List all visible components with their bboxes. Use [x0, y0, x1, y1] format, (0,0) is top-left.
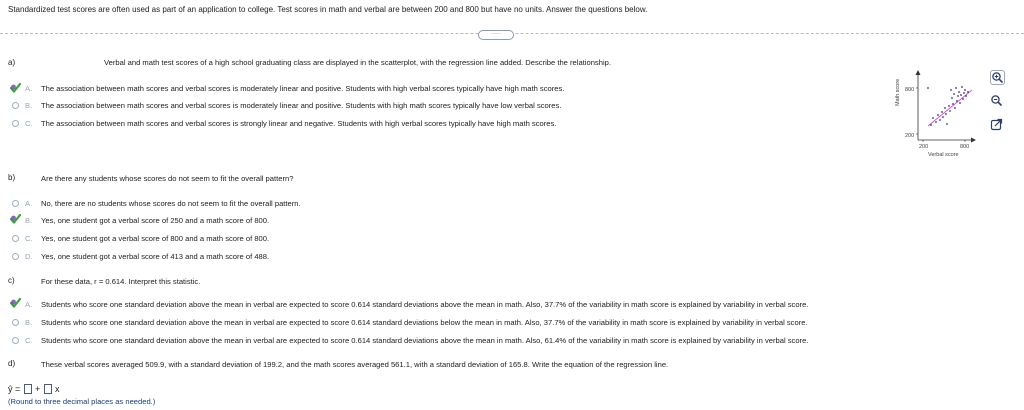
y-tick-800: 800: [905, 87, 915, 93]
part-c-question: For these data, r = 0.614. Interpret this statistic.: [41, 277, 201, 286]
part-a-option-a-checkmark-icon[interactable]: [10, 83, 21, 93]
point: [945, 113, 947, 115]
point: [948, 105, 950, 107]
part-a-option-b-radio[interactable]: [12, 102, 19, 109]
part-b-option-a-letter: A.: [25, 199, 33, 208]
more-button[interactable]: ·····: [478, 30, 514, 40]
point: [927, 87, 929, 89]
part-b-option-a-text[interactable]: No, there are no students whose scores do not seem to fit the overall pattern.: [41, 199, 301, 208]
part-b-option-a-radio[interactable]: [12, 200, 19, 207]
part-b-label: b): [8, 173, 16, 182]
point: [957, 95, 959, 97]
part-b-question: Are there any students whose scores do not seem to fit the overall pattern?: [41, 174, 294, 183]
point: [962, 98, 964, 100]
part-c-option-a-letter: A.: [25, 300, 33, 309]
part-c-option-c-radio[interactable]: [12, 337, 19, 344]
part-a-option-c-letter: C.: [25, 119, 33, 128]
popout-button[interactable]: [990, 118, 1005, 133]
point: [955, 87, 957, 89]
part-b-option-c-radio[interactable]: [12, 235, 19, 242]
part-c-option-b-radio[interactable]: [12, 319, 19, 326]
part-b-option-d-letter: D.: [25, 252, 33, 261]
zoom-out-button[interactable]: [990, 94, 1005, 109]
point: [932, 117, 934, 119]
intercept-input[interactable]: [24, 384, 32, 394]
point: [965, 95, 967, 97]
point: [939, 119, 941, 121]
part-c-option-a-text[interactable]: Students who score one standard deviation above the mean in verbal are expected to score 0.614 standard deviations above the mean in math. Also, 37.7% of the variability in math score is explained by variability in verbal score.: [41, 300, 809, 309]
zoom-in-icon: [991, 71, 1004, 84]
zoom-in-button[interactable]: [990, 70, 1005, 85]
scatter-points: [927, 86, 969, 126]
equation-plus: +: [35, 384, 41, 394]
equation-equals: =: [15, 384, 21, 394]
x-tick-800: 800: [960, 144, 970, 150]
part-c-option-a-checkmark-icon[interactable]: [10, 298, 21, 308]
y-axis-arrow: [916, 70, 921, 75]
x-axis-arrow: [971, 138, 976, 143]
point: [949, 110, 951, 112]
part-a-question: Verbal and math test scores of a high school graduating class are displayed in the scatterplot, with the regression line added. Describe the relationship.: [104, 58, 611, 67]
part-a-option-b-text[interactable]: The association between math scores and verbal scores is moderately linear and positive. Students with high math scores typically have low verbal scores.: [41, 101, 562, 110]
point: [937, 114, 939, 116]
problem-intro: Standardized test scores are often used as part of an application to college. Test scores in math and verbal are between 200 and 800 but have no units. Answer the questions below.: [8, 5, 648, 14]
point: [961, 86, 963, 88]
x-tick-200: 200: [919, 144, 929, 150]
part-a-option-a-letter: A.: [25, 84, 33, 93]
zoom-out-icon: [990, 94, 1003, 107]
part-c-label: c): [8, 276, 15, 285]
point: [959, 102, 961, 104]
point: [960, 94, 962, 96]
part-b-option-b-letter: B.: [25, 216, 33, 225]
x-axis-label: Verbal score: [928, 152, 959, 158]
point: [958, 91, 960, 93]
part-c-option-c-text[interactable]: Students who score one standard deviation above the mean in verbal are expected to score 0.614 standard deviations above the mean in math. Also, 61.4% of the variability in math score is explained by variability in verbal score.: [41, 336, 809, 345]
point: [950, 89, 952, 91]
y-axis-label: Math score: [895, 78, 901, 106]
part-c-option-b-text[interactable]: Students who score one standard deviation above the mean in verbal are expected to score 0.614 standard deviations below the mean in math. Also, 37.7% of the variability in math score is explained by variability in verbal score.: [41, 318, 808, 327]
part-a-option-a-text[interactable]: The association between math scores and verbal scores is moderately linear and positive. Students with high verbal scores typically have high math scores.: [41, 84, 565, 93]
part-c-option-c-letter: C.: [25, 336, 33, 345]
part-a-label: a): [8, 58, 16, 67]
point: [963, 92, 965, 94]
popout-icon: [990, 118, 1003, 131]
point: [946, 123, 948, 125]
part-b-option-d-radio[interactable]: [12, 253, 19, 260]
rounding-hint: (Round to three decimal places as needed.): [8, 397, 156, 406]
point: [954, 107, 956, 109]
point: [942, 116, 944, 118]
part-b-option-b-checkmark-icon[interactable]: [10, 214, 21, 224]
equation-yhat: ŷ: [8, 384, 13, 394]
slope-input[interactable]: [44, 384, 52, 394]
point: [956, 100, 958, 102]
part-d-question: These verbal scores averaged 509.9, with a standard deviation of 199.2, and the math scores averaged 561.1, with a standard deviation of 165.8. Write the equation of the regression line.: [41, 360, 669, 369]
point: [935, 121, 937, 123]
point: [930, 124, 932, 126]
part-b-option-b-text[interactable]: Yes, one student got a verbal score of 250 and a math score of 800.: [41, 216, 270, 225]
point: [953, 93, 955, 95]
point: [941, 111, 943, 113]
part-a-option-c-text[interactable]: The association between math scores and verbal scores is strongly linear and negative. Students with high verbal scores typically have high math scores.: [41, 119, 557, 128]
point: [952, 103, 954, 105]
part-c-option-b-letter: B.: [25, 318, 33, 327]
part-b-option-d-text[interactable]: Yes, one student got a verbal score of 413 and a math score of 488.: [41, 252, 270, 261]
equation-x: x: [55, 384, 60, 394]
part-b-option-c-text[interactable]: Yes, one student got a verbal score of 800 and a math score of 800.: [41, 234, 270, 243]
point: [944, 107, 946, 109]
point: [967, 91, 969, 93]
scatterplot: [895, 68, 977, 160]
part-d-label: d): [8, 359, 16, 368]
point: [951, 97, 953, 99]
y-tick-200: 200: [905, 133, 915, 139]
part-a-option-b-letter: B.: [25, 101, 33, 110]
point: [964, 89, 966, 91]
part-a-option-c-radio[interactable]: [12, 120, 19, 127]
part-b-option-c-letter: C.: [25, 234, 33, 243]
